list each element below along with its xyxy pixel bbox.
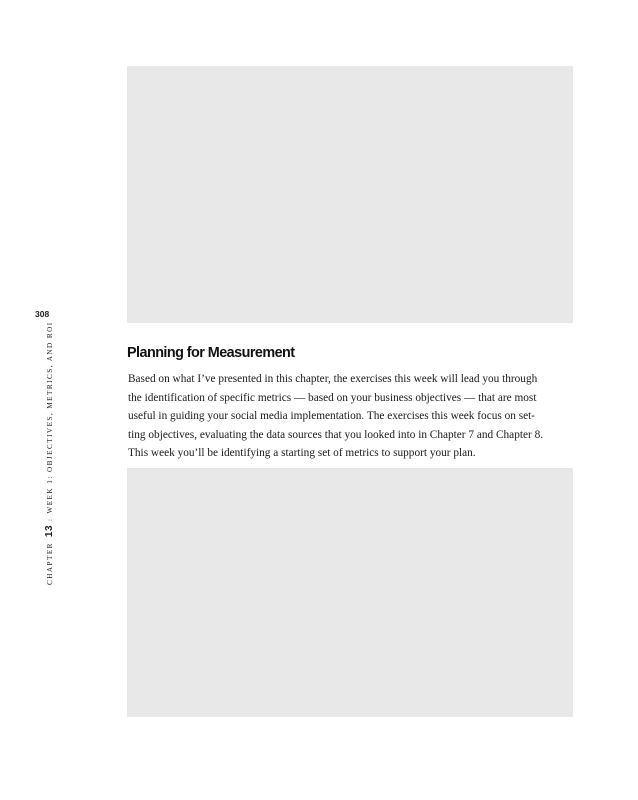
figure-placeholder-bottom (127, 468, 573, 717)
paragraph-line: ting objectives, evaluating the data sources that you looked into in Chapter 7 and Chapter 8. (128, 428, 544, 441)
running-head-colon: : (46, 517, 54, 521)
running-head-title: WEEK 1: OBJECTIVES, METRICS, AND ROI (46, 321, 54, 514)
section-title: Planning for Measurement (127, 345, 295, 361)
paragraph-line: the identification of specific metrics — based on your business objectives — that are most (128, 391, 537, 404)
running-head-chapter-number: 13 (44, 524, 55, 538)
running-head-chapter-word: CHAPTER (46, 542, 54, 585)
paragraph-line: This week you’ll be identifying a starting set of metrics to support your plan. (128, 447, 476, 460)
paragraph-line: useful in guiding your social media implementation. The exercises this week focus on set- (128, 410, 536, 423)
page-number: 308 (35, 309, 50, 319)
body-paragraph (128, 370, 574, 463)
paragraph-line: Based on what I’ve presented in this chapter, the exercises this week will lead you through (128, 373, 538, 385)
figure-placeholder-top (127, 66, 573, 323)
running-head (44, 321, 55, 585)
